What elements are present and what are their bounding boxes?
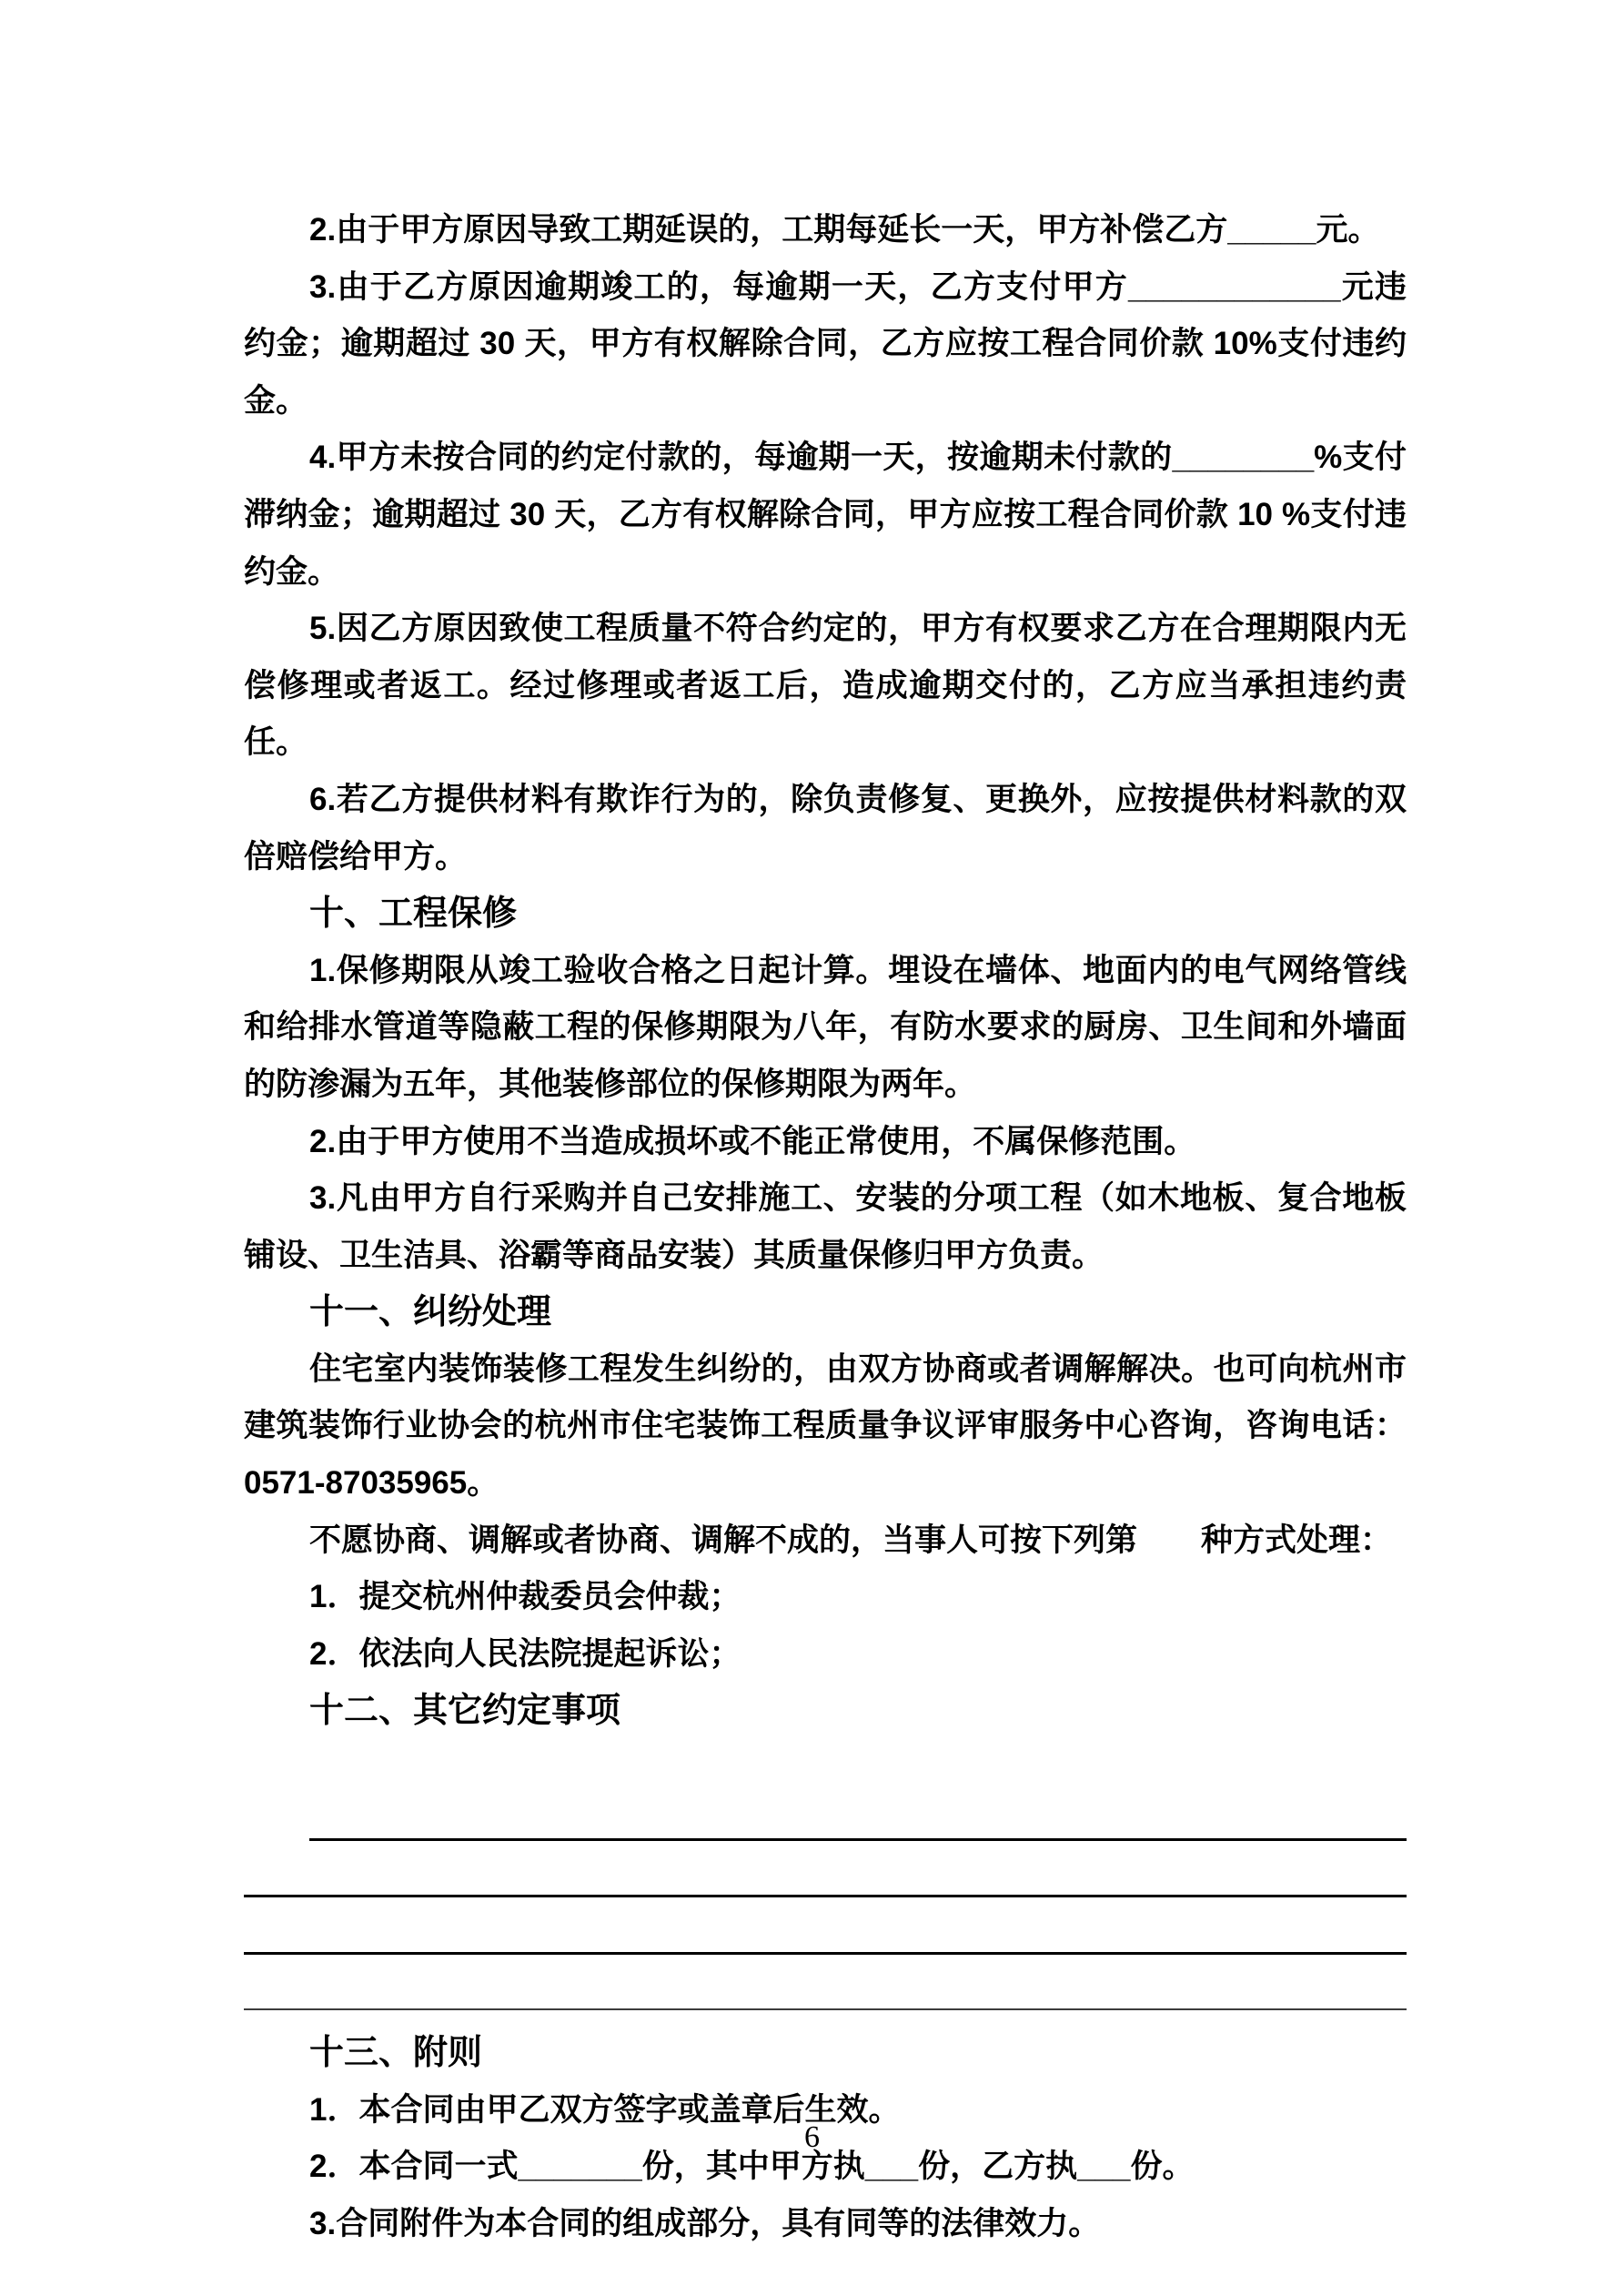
section-heading-disputes: 十一、纠纷处理: [309, 1293, 552, 1332]
clause-paragraph: 2.由于甲方使用不当造成损坏或不能正常使用，不属保修范围。: [309, 1123, 1196, 1159]
fill-in-line-1: [244, 1797, 1407, 1855]
ruled-line: [309, 1838, 1407, 1841]
clause-paragraph: 1．本合同由甲乙双方签字或盖章后生效。: [309, 2091, 901, 2128]
ruled-line: [244, 1952, 1407, 1955]
clause-paragraph: 2.由于甲方原因导致工期延误的，工期每延长一天，甲方补偿乙方_____元。: [309, 212, 1380, 248]
fill-in-line-2: [244, 1854, 1407, 1911]
clause-paragraph: 3.由于乙方原因逾期竣工的，每逾期一天，乙方支付甲方____________元违约金；逾期超过 30 天，甲方有权解除合同，乙方应按工程合同价款 10%支付违约金。: [244, 268, 1407, 419]
clause-paragraph: 5.因乙方原因致使工程质量不符合约定的，甲方有权要求乙方在合理期限内无偿修理或者返工。经过修理或者返工后，造成逾期交付的，乙方应当承担违约责任。: [244, 611, 1407, 761]
clause-paragraph: 3.凡由甲方自行采购并自己安排施工、安装的分项工程（如木地板、复合地板铺设、卫生洁具、浴霸等商品安装）其质量保修归甲方负责。: [244, 1180, 1407, 1273]
contract-body: [244, 202, 1407, 2252]
section-heading-warranty: 十、工程保修: [309, 895, 518, 934]
clause-paragraph: 1.保修期限从竣工验收合格之日起计算。埋设在墙体、地面内的电气网络管线和给排水管道等隐蔽工程的保修期限为八年，有防水要求的厨房、卫生间和外墙面的防渗漏为五年，其他装修部位的保修期限为两年。: [244, 952, 1407, 1102]
clause-paragraph: 不愿协商、调解或者协商、调解不成的，当事人可按下列第 种方式处理：: [309, 1522, 1393, 1558]
fill-in-line-3: [244, 1911, 1407, 1968]
section-heading-other-matters: 十二、其它约定事项: [309, 1692, 621, 1731]
clause-paragraph: 3.合同附件为本合同的组成部分，具有同等的法律效力。: [309, 2205, 1101, 2241]
fill-in-line-4: [244, 1967, 1407, 2025]
list-item-litigation: 2．依法向人民法院提起诉讼；: [309, 1635, 741, 1672]
section-heading-supplementary: 十三、附则: [309, 2034, 483, 2072]
clause-paragraph: 6.若乙方提供材料有欺诈行为的，除负责修复、更换外，应按提供材料款的双倍赔偿给甲方。: [244, 781, 1407, 875]
ruled-line: [244, 1895, 1407, 1897]
clause-paragraph: 4.甲方未按合同的约定付款的，每逾期一天，按逾期未付款的________%支付滞纳金；逾期超过 30 天，乙方有权解除合同，甲方应按工程合同价款 10 %支付违约金。: [244, 440, 1407, 590]
clause-paragraph: 2．本合同一式_______份，其中甲方执___份，乙方执___份。: [309, 2149, 1195, 2185]
page-number: 6: [804, 2120, 820, 2154]
blank-line-spacer: [244, 1740, 1407, 1797]
clause-paragraph: 住宅室内装饰装修工程发生纠纷的，由双方协商或者调解解决。也可向杭州市建筑装饰行业协会的杭州市住宅装饰工程质量争议评审服务中心咨询，咨询电话：0571-87035965。: [244, 1350, 1407, 1502]
list-item-arbitration: 1．提交杭州仲裁委员会仲裁；: [309, 1579, 741, 1615]
ruled-line: [244, 2008, 1407, 2010]
